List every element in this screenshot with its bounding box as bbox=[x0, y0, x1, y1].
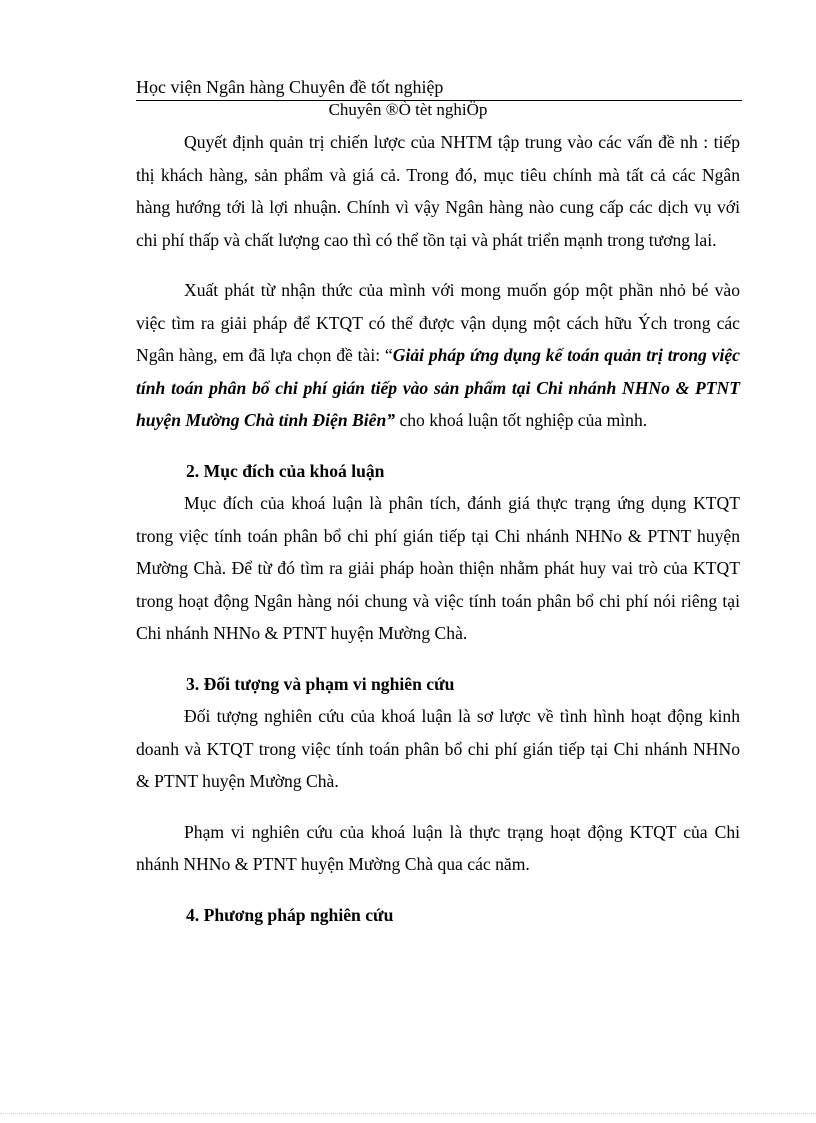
paragraph-purpose: Mục đích của khoá luận là phân tích, đánh giá thực trạng ứng dụng KTQT trong việc tính toán phân bổ chi phí gián tiếp tại Chi nhánh NHNo & PTNT huyện Mường Chà. Để từ đó tìm ra giải pháp hoàn thiện nhằm phát huy vai trò của KTQT trong hoạt động Ngân hàng nói chung và việc tính toán phân bổ chi phí nói riêng tại Chi nhánh NHNo & PTNT huyện Mường Chà. bbox=[136, 493, 740, 643]
paragraph-topic-choice bbox=[136, 274, 740, 437]
thesis-title: Giải pháp ứng dụng kế toán quản trị trong việc tính toán phân bổ chi phí gián tiếp vào sản phẩm tại Chi nhánh NHNo & PTNT huyện Mường Chà tỉnh Điện Biên” bbox=[136, 345, 740, 430]
section-heading-purpose: 2. Mục đích của khoá luận bbox=[186, 460, 385, 481]
document-body bbox=[136, 126, 740, 931]
running-header: Học viện Ngân hàng Chuyên đề tốt nghiệp bbox=[136, 77, 444, 97]
topic-intro-text: Xuất phát từ nhận thức của mình với mong muốn góp một phần nhỏ bé vào việc tìm ra giải pháp để KTQT có thể được vận dụng một cách hữu Ých trong các Ngân hàng, em đã lựa chọn đề tài: “ bbox=[136, 280, 740, 365]
paragraph-research-scope: Phạm vi nghiên cứu của khoá luận là thực trạng hoạt động KTQT của Chi nhánh NHNo & PTNT huyện Mường Chà qua các năm. bbox=[136, 821, 740, 874]
page-bottom-border bbox=[0, 1113, 816, 1114]
header-subtitle: Chuyên ®Ò tèt nghiÖp bbox=[328, 100, 488, 119]
topic-outro-text: cho khoá luận tốt nghiệp của mình. bbox=[395, 410, 648, 430]
section-heading-scope: 3. Đối tượng và phạm vi nghiên cứu bbox=[186, 673, 455, 694]
paragraph-research-object: Đối tượng nghiên cứu của khoá luận là sơ lược về tình hình hoạt động kinh doanh và KTQT trong việc tính toán phân bổ chi phí gián tiếp tại Chi nhánh NHNo & PTNT huyện Mường Chà. bbox=[136, 706, 740, 791]
paragraph-strategy: Quyết định quản trị chiến lược của NHTM tập trung vào các vấn đề nh : tiếp thị khách hàng, sản phẩm và giá cả. Trong đó, mục tiêu chính mà tất cả các Ngân hàng hướng tới là lợi nhuận. Chính vì vậy Ngân hàng nào cung cấp các dịch vụ với chi phí thấp và chất lượng cao thì có thể tồn tại và phát triển mạnh trong tương lai. bbox=[136, 132, 740, 250]
section-heading-methods: 4. Phương pháp nghiên cứu bbox=[186, 904, 394, 925]
